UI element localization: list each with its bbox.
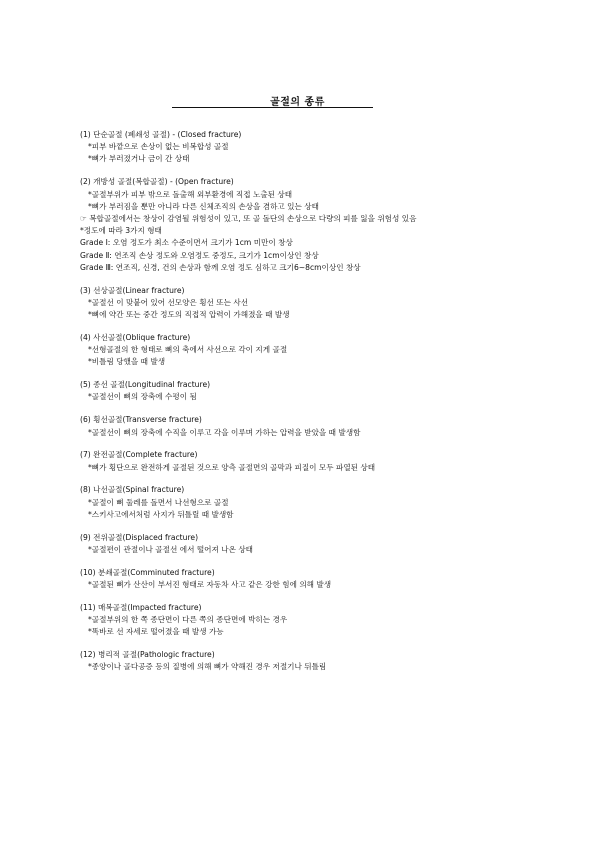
section-spinal-fracture <box>80 484 510 521</box>
section-comminuted-fracture <box>80 567 510 591</box>
section-heading: (1) 단순골절 (폐쇄성 골절) - (Closed fracture) <box>80 130 242 139</box>
section-heading: (8) 나선골절(Spinal fracture) <box>80 485 185 495</box>
section-pathologic-fracture <box>80 649 510 673</box>
section-heading: (4) 사선골절(Oblique fracture) <box>80 332 191 342</box>
list-item: *선형골절의 한 형태로 뼈의 축에서 사선으로 각이 지게 골절 <box>88 345 288 355</box>
grade-intro: *정도에 따라 3가지 형태 <box>80 226 162 236</box>
list-item: *뼈가 부러짐을 뿐만 아니라 다른 신체조직의 손상을 겸하고 있는 상태 <box>88 201 319 211</box>
section-heading: (6) 횡선골절(Transverse fracture) <box>80 415 202 425</box>
section-heading: (12) 병리적 골절(Pathologic fracture) <box>80 650 215 660</box>
list-item: *스키사고에서처럼 사지가 뒤틀릴 때 발생함 <box>88 509 234 519</box>
section-heading: (9) 전위골절(Displaced fracture) <box>80 532 199 542</box>
grade-item: Grade Ⅲ: 연조직, 신경, 건의 손상과 함께 오염 정도 심하고 크기6~8cm이상인 창상 <box>80 262 361 272</box>
grade-item: Grade Ⅰ: 오염 정도가 최소 수준이면서 크기가 1cm 미만이 창상 <box>80 238 293 248</box>
section-complete-fracture <box>80 449 510 473</box>
section-heading: (2) 개방성 골절(복합골절) - (Open fracture) <box>80 177 234 187</box>
section-heading: (3) 선상골절(Linear fracture) <box>80 285 185 295</box>
section-linear-fracture <box>80 285 510 322</box>
title-underline <box>172 107 373 108</box>
list-item: *골절된 뼈가 산산이 부서진 형태로 자동차 사고 같은 강한 힘에 의해 발생 <box>88 580 332 590</box>
list-item: *골절선이 뼈의 장축에 수직을 이루고 각을 이루며 가하는 압력을 받았을 때 발생함 <box>88 427 361 437</box>
list-item: *비틀림 당했을 때 발생 <box>88 357 166 367</box>
section-heading: (5) 종선 골절(Longitudinal fracture) <box>80 380 211 390</box>
section-heading: (7) 완전골절(Complete fracture) <box>80 450 198 460</box>
list-item: *뼈가 횡단으로 완전하게 골절된 것으로 양측 골절면의 골막과 피질이 모두 파열된 상태 <box>88 462 376 472</box>
list-item: *뼈가 부러졌거나 금이 간 상태 <box>88 154 190 164</box>
list-item: *피부 바깥으로 손상이 없는 비복합성 골절 <box>88 142 229 152</box>
grade-item: Grade Ⅱ: 연조직 손상 정도와 오염정도 중정도, 크기가 1cm이상인 창상 <box>80 250 319 260</box>
list-item: *뼈에 약간 또는 중간 정도의 직접적 압력이 가해졌을 때 발생 <box>88 310 290 320</box>
section-heading: (10) 분쇄골절(Comminuted fracture) <box>80 567 215 577</box>
note-paragraph: ☞ 복합골절에서는 창상이 감염될 위험성이 있고, 또 골 돌단의 손상으로 다량의 피를 잃을 위험성 있음 <box>80 213 417 223</box>
document-body <box>80 129 510 684</box>
page-title: 골절의 종류 <box>270 97 325 108</box>
section-open-fracture <box>80 176 510 274</box>
list-item: *똑바로 선 자세로 떨어졌을 때 발생 가능 <box>88 627 224 637</box>
list-item: *골절선 이 맞붙어 있어 선모양은 횡선 또는 사선 <box>88 297 249 307</box>
section-longitudinal-fracture <box>80 379 510 403</box>
section-displaced-fracture <box>80 532 510 556</box>
list-item: *골절이 뼈 둘레를 돌면서 나선형으로 골절 <box>88 497 229 507</box>
section-heading: (11) 매복골절(Impacted fracture) <box>80 602 202 612</box>
list-item: *종양이나 골다공증 등의 질병에 의해 뼈가 약해진 경우 저절기나 뒤틀림 <box>88 662 327 672</box>
list-item: *골절부위가 피부 밖으로 돌출해 외부환경에 직접 노출된 상태 <box>88 189 293 199</box>
list-item: *골절부위의 한 쪽 종단면이 다른 쪽의 종단면에 박히는 경우 <box>88 615 288 625</box>
section-oblique-fracture <box>80 332 510 369</box>
list-item: *골절편이 관절이나 골절선 에서 떨어져 나온 상태 <box>88 544 253 554</box>
section-closed-fracture <box>80 129 510 166</box>
section-transverse-fracture <box>80 414 510 438</box>
list-item: *골절선이 뼈의 장축에 수평이 됨 <box>88 392 197 402</box>
section-impacted-fracture <box>80 602 510 639</box>
